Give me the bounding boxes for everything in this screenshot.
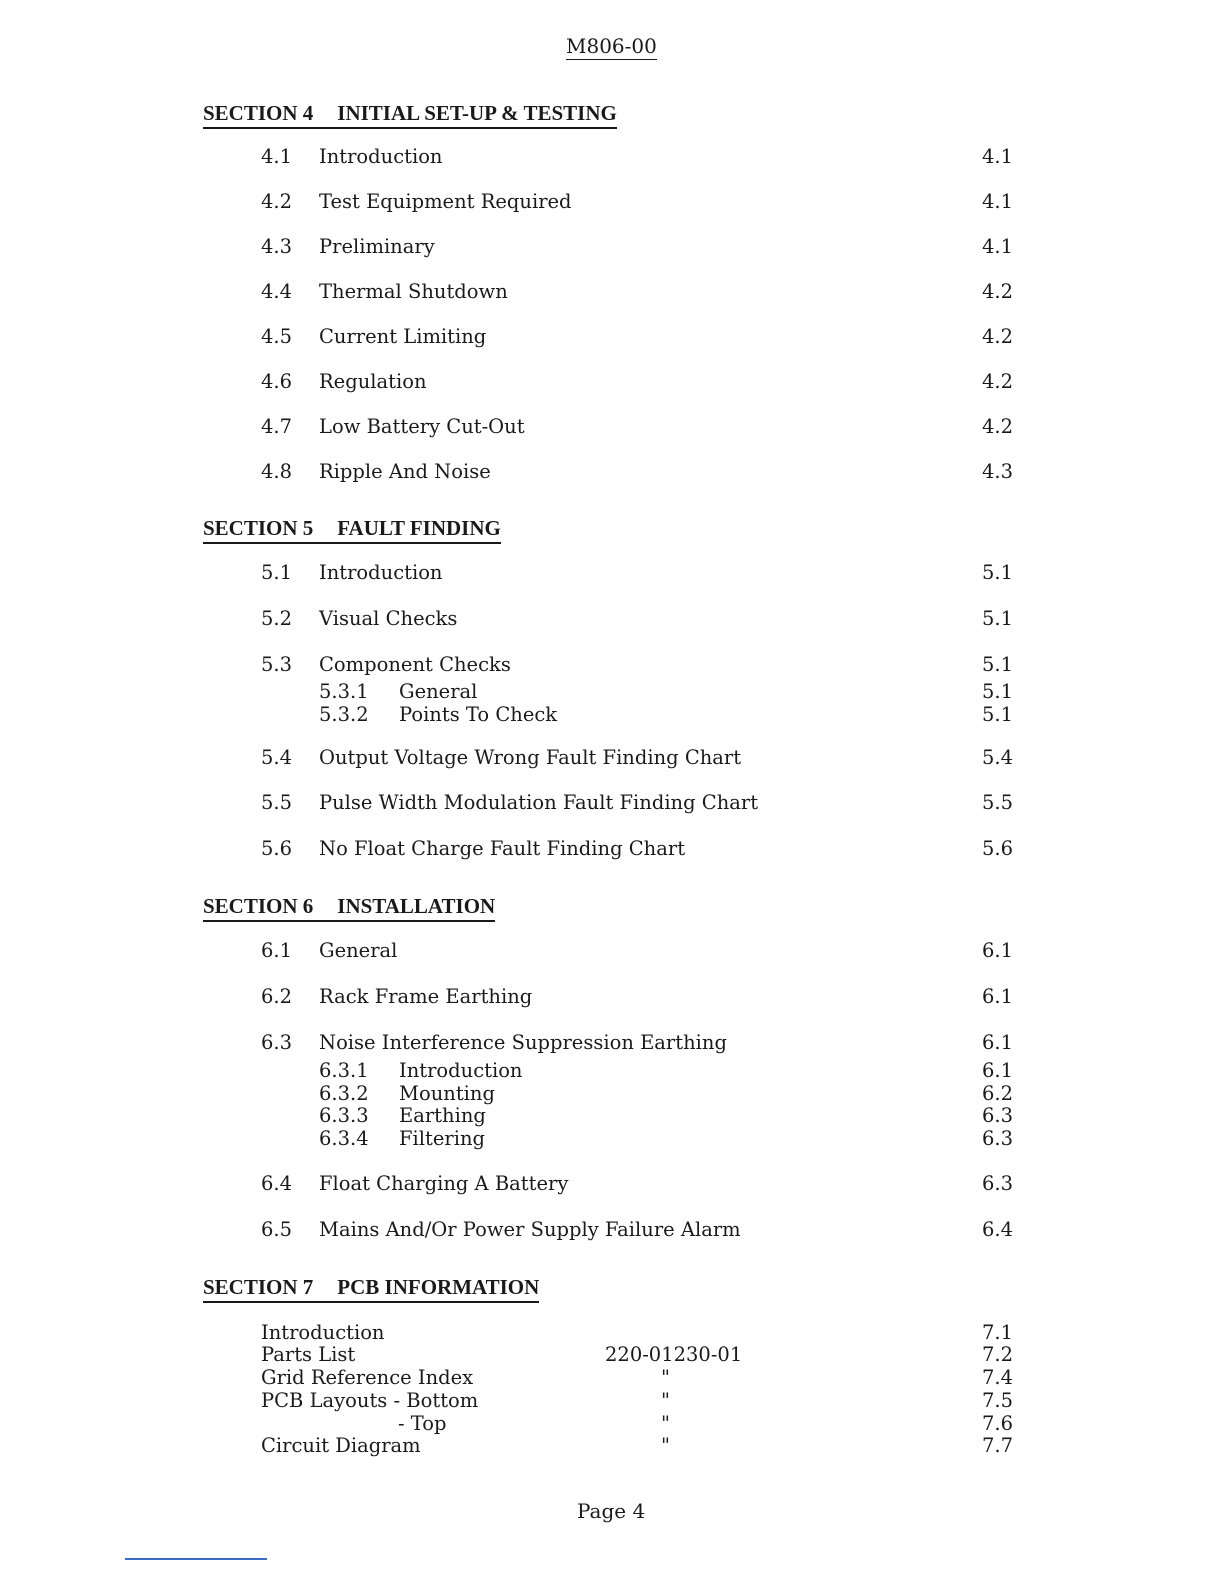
toc-subentry: [0, 1082, 1224, 1106]
entry-page: 4.1: [982, 145, 1014, 168]
toc-subentry: [0, 703, 1224, 727]
entry-number: 6.1: [261, 939, 293, 962]
toc-entry: [0, 939, 1224, 963]
entry-title: Thermal Shutdown: [319, 280, 508, 303]
entry-page: 6.1: [982, 1031, 1014, 1054]
entry-page: 5.5: [982, 791, 1014, 814]
entry-page: 4.2: [982, 325, 1014, 348]
entry-page: 6.1: [982, 1059, 1014, 1082]
entry-number: 4.1: [261, 145, 293, 168]
entry-number: 5.5: [261, 791, 293, 814]
toc-entry: [0, 837, 1224, 861]
entry-number: 6.4: [261, 1172, 293, 1195]
entry-number: 5.1: [261, 561, 293, 584]
entry-reference: ": [661, 1366, 670, 1389]
entry-page: 5.4: [982, 746, 1014, 769]
entry-number: 5.2: [261, 607, 293, 630]
toc-entry: [0, 235, 1224, 259]
entry-title: Earthing: [399, 1104, 486, 1127]
entry-page: 6.1: [982, 985, 1014, 1008]
toc-entry: [0, 280, 1224, 304]
entry-page: 5.1: [982, 703, 1014, 726]
toc-entry: [0, 607, 1224, 631]
section-title: INITIAL SET-UP & TESTING: [337, 101, 617, 125]
entry-title: Introduction: [399, 1059, 523, 1082]
section-title: FAULT FINDING: [337, 516, 501, 540]
entry-title: Introduction: [261, 1321, 385, 1344]
entry-title: PCB Layouts - Bottom: [261, 1389, 479, 1412]
toc-entry: [0, 325, 1224, 349]
entry-page: 5.1: [982, 561, 1014, 584]
entry-page: 4.2: [982, 370, 1014, 393]
toc-entry: [0, 460, 1224, 484]
entry-number: 4.2: [261, 190, 293, 213]
entry-title: Noise Interference Suppression Earthing: [319, 1031, 727, 1054]
section-title: INSTALLATION: [337, 894, 496, 918]
toc-entry: [0, 791, 1224, 815]
entry-title: Low Battery Cut-Out: [319, 415, 525, 438]
entry-title: Regulation: [319, 370, 427, 393]
entry-page: 7.7: [982, 1434, 1014, 1457]
toc-subentry: [0, 1104, 1224, 1128]
toc-entry: [0, 653, 1224, 677]
entry-number: 6.3.4: [319, 1127, 369, 1150]
entry-page: 7.4: [982, 1366, 1014, 1389]
entry-page: 7.6: [982, 1412, 1014, 1435]
entry-page: 7.5: [982, 1389, 1014, 1412]
entry-number: 6.3: [261, 1031, 293, 1054]
toc-entry: [0, 370, 1224, 394]
entry-title: Visual Checks: [319, 607, 458, 630]
entry-number: 5.3.2: [319, 703, 369, 726]
entry-page: 7.1: [982, 1321, 1014, 1344]
entry-number: 4.3: [261, 235, 293, 258]
entry-page: 6.2: [982, 1082, 1014, 1105]
entry-title: Points To Check: [399, 703, 558, 726]
section-5-heading: [203, 516, 501, 544]
entry-page: 6.3: [982, 1104, 1014, 1127]
entry-title: Pulse Width Modulation Fault Finding Chart: [319, 791, 759, 814]
section-4-heading: [203, 101, 617, 129]
pcb-entry: [0, 1321, 1224, 1345]
entry-title: Introduction: [319, 561, 443, 584]
entry-page: 6.1: [982, 939, 1014, 962]
toc-entry: [0, 190, 1224, 214]
entry-number: 4.5: [261, 325, 293, 348]
entry-title: Component Checks: [319, 653, 511, 676]
entry-page: 5.1: [982, 680, 1014, 703]
section-number: SECTION 5: [203, 516, 314, 540]
entry-title: Grid Reference Index: [261, 1366, 474, 1389]
section-6-heading: [203, 894, 495, 922]
entry-reference: ": [661, 1412, 670, 1435]
toc-entry: [0, 985, 1224, 1009]
page-number: Page 4: [577, 1499, 646, 1523]
entry-title: Test Equipment Required: [319, 190, 572, 213]
toc-entry: [0, 746, 1224, 770]
entry-page: 5.6: [982, 837, 1014, 860]
toc-entry: [0, 561, 1224, 585]
entry-title: Rack Frame Earthing: [319, 985, 533, 1008]
entry-page: 4.3: [982, 460, 1014, 483]
entry-title: Output Voltage Wrong Fault Finding Chart: [319, 746, 742, 769]
entry-page: 6.3: [982, 1127, 1014, 1150]
entry-title: Introduction: [319, 145, 443, 168]
entry-title: General: [319, 939, 398, 962]
document-id: M806-00: [566, 34, 657, 58]
entry-title: Current Limiting: [319, 325, 487, 348]
entry-number: 6.2: [261, 985, 293, 1008]
scan-edge-line: [125, 1558, 267, 1560]
entry-number: 4.6: [261, 370, 293, 393]
entry-reference: 220-01230-01: [605, 1343, 743, 1366]
entry-reference: ": [661, 1389, 670, 1412]
section-number: SECTION 4: [203, 101, 314, 125]
entry-title: Mounting: [399, 1082, 495, 1105]
entry-page: 6.4: [982, 1218, 1014, 1241]
entry-title: Parts List: [261, 1343, 356, 1366]
toc-subentry: [0, 1127, 1224, 1151]
toc-entry: [0, 1172, 1224, 1196]
entry-number: 5.4: [261, 746, 293, 769]
pcb-entry: [0, 1389, 1224, 1413]
toc-subentry: [0, 680, 1224, 704]
pcb-entry: [0, 1343, 1224, 1367]
section-title: PCB INFORMATION: [337, 1275, 540, 1299]
entry-number: 5.3: [261, 653, 293, 676]
section-7-heading: [203, 1275, 539, 1303]
entry-number: 4.4: [261, 280, 293, 303]
entry-title: - Top: [398, 1412, 447, 1435]
section-number: SECTION 7: [203, 1275, 314, 1299]
entry-title: Filtering: [399, 1127, 485, 1150]
entry-number: 5.3.1: [319, 680, 369, 703]
toc-entry: [0, 415, 1224, 439]
entry-page: 4.1: [982, 235, 1014, 258]
entry-page: 4.1: [982, 190, 1014, 213]
toc-entry: [0, 1031, 1224, 1055]
section-number: SECTION 6: [203, 894, 314, 918]
entry-page: 4.2: [982, 415, 1014, 438]
entry-number: 4.8: [261, 460, 293, 483]
entry-title: Mains And/Or Power Supply Failure Alarm: [319, 1218, 741, 1241]
entry-page: 4.2: [982, 280, 1014, 303]
entry-title: Preliminary: [319, 235, 435, 258]
entry-title: No Float Charge Fault Finding Chart: [319, 837, 686, 860]
entry-page: 7.2: [982, 1343, 1014, 1366]
entry-title: Ripple And Noise: [319, 460, 491, 483]
entry-page: 5.1: [982, 607, 1014, 630]
entry-number: 6.5: [261, 1218, 293, 1241]
toc-subentry: [0, 1059, 1224, 1083]
entry-number: 6.3.3: [319, 1104, 369, 1127]
entry-reference: ": [661, 1434, 670, 1457]
entry-page: 6.3: [982, 1172, 1014, 1195]
toc-entry: [0, 1218, 1224, 1242]
entry-page: 5.1: [982, 653, 1014, 676]
entry-number: 5.6: [261, 837, 293, 860]
entry-number: 6.3.2: [319, 1082, 369, 1105]
entry-title: Circuit Diagram: [261, 1434, 421, 1457]
entry-title: Float Charging A Battery: [319, 1172, 569, 1195]
pcb-entry: [0, 1434, 1224, 1458]
toc-entry: [0, 145, 1224, 169]
entry-title: General: [399, 680, 478, 703]
entry-number: 6.3.1: [319, 1059, 369, 1082]
entry-number: 4.7: [261, 415, 293, 438]
pcb-entry: [0, 1412, 1224, 1436]
pcb-entry: [0, 1366, 1224, 1390]
